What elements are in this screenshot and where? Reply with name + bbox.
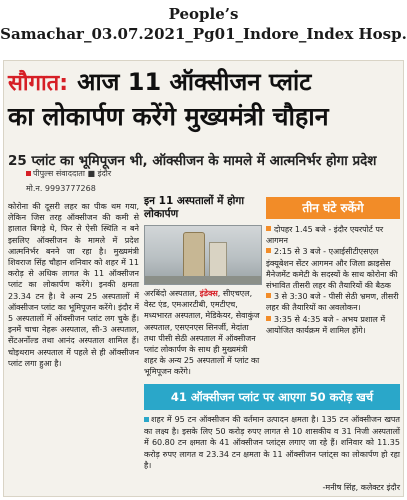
clipping-caption: People’s Samachar_03.07.2021_Pg01_Indore_Index Hosp. bbox=[0, 5, 407, 43]
byline-text: पीपुल्स संवाददाता ■ इंदौर bbox=[33, 169, 112, 178]
schedule-item-text: 3 से 3:30 बजे - पीसी सेठी भ्रमण, तीसरी लहर की तैयारियों का अवलोकन। bbox=[266, 292, 399, 313]
headline-line-2: का लोकार्पण करेंगे मुख्यमंत्री चौहान bbox=[8, 102, 329, 131]
schedule-item bbox=[266, 246, 400, 291]
newspaper-clipping bbox=[3, 60, 404, 497]
headline-kicker: सौगात bbox=[8, 71, 60, 96]
bullet-icon bbox=[266, 293, 271, 298]
bullet-icon bbox=[266, 316, 271, 321]
schedule-list bbox=[266, 224, 400, 336]
bullet-icon bbox=[266, 226, 271, 231]
collector-signoff: -मनीष सिंह, कलेक्टर इंदौर bbox=[322, 483, 400, 492]
schedule-box-title: तीन घंटे रुकेंगे bbox=[266, 197, 400, 219]
hospitals-list bbox=[144, 288, 262, 378]
schedule-item-text: 2:15 से 3 बजे - एआईसीटीएसएल इंक्यूबेशन सेंटर आगमन और जिला क्राइसेस मैनेजमेंट कमेटी के सदस्यों के साथ कोरोना की संभावित तीसरी लहर की तैयारियों की बैठक bbox=[266, 247, 398, 291]
headline-line-1: आज 11 ऑक्सीजन प्लांट bbox=[77, 68, 312, 96]
schedule-item bbox=[266, 314, 400, 336]
schedule-item-text: दोपहर 1.45 बजे - इंदौर एयरपोर्ट पर आगमन bbox=[266, 225, 384, 246]
reporter-phone: मो.न. 9993777268 bbox=[26, 184, 96, 193]
hospitals-title: इन 11 अस्पतालों में होगा लोकार्पण bbox=[144, 195, 245, 220]
headline bbox=[8, 65, 400, 132]
byline-bullet-icon bbox=[26, 171, 31, 176]
cost-band-title: 41 ऑक्सीजन प्लांट पर आएगा 50 करोड़ खर्च bbox=[144, 384, 400, 410]
oxygen-plant-photo bbox=[144, 225, 262, 285]
kicker-colon: : bbox=[59, 71, 69, 96]
schedule-item bbox=[266, 291, 400, 313]
subheadline: 25 प्लांट का भूमिपूजन भी, ऑक्सीजन के मामले में आत्मनिर्भर होगा प्रदेश bbox=[8, 153, 377, 169]
byline bbox=[26, 168, 111, 179]
schedule-item-text: 3:35 से 4:35 बजे - अभय प्रशाल में आयोजित कार्यक्रम में शामिल होंगे। bbox=[266, 314, 386, 335]
article-body-left: कोरोना की दूसरी लहर का पीक थम गया, लेकिन जिस तरह ऑक्सीजन की कमी से हालात बिगड़े थे, फिर से ऐसी स्थिति न बने इसलिए ऑक्सीजन के मामले में प्रदेश आत्मनिर्भर बनने जा रहा है। मुख्यमंत्री शिवराज सिंह चौहान शनिवार को शहर में 11 करोड़ से अधिक लागत के 11 ऑक्सीजन प्लांट का लोकार्पण करेंगे। इनकी क्षमता 23.34 टन है। वे अन्य 25 अस्पतालों में ऑक्सीजन प्लांट का भूमिपूजन करेंगे। इंदौर में 5 अस्पतालों में ऑक्सीजन प्लांट लग चुके हैं। इनमें चाचा नेहरू अस्पताल, सी-3 अस्पताल, सेंटअर्नोल्ड तथा आनंद अस्पताल शामिल हैं। चोइथराम अस्पताल में पहले से ही ऑक्सीजन प्लांट लगा हुआ है। bbox=[8, 202, 139, 368]
cost-band-body bbox=[144, 414, 400, 472]
bullet-icon bbox=[266, 248, 271, 253]
hospitals-list-part-2: , सीएचएल, वेस्ट एंड, एमआरटीबी, एमटीएच, मध्यभारत अस्पताल, मेडिकेयर, सेवाकुंज अस्पताल, एसएनएस सिनर्जी, मेदांता तथा पीसी सेठी अस्पताल में ऑक्सीजन प्लांट लोकार्पण के साथ ही मुख्यमंत्री शहर के अन्य 25 अस्पतालों में प्लांट का भूमिपूजन करेंगे। bbox=[144, 289, 260, 377]
hospital-highlight: इंडेक्स bbox=[199, 289, 218, 298]
cost-band-text: शहर में 95 टन ऑक्सीजन की वर्तमान उत्पादन क्षमता है। 135 टन ऑक्सीजन खपत का लक्ष्य है। इसके लिए 50 करोड़ रुपए लागत से 10 शासकीय व 31 निजी अस्पतालों में 60.80 टन क्षमता के 41 ऑक्सीजन प्लांट्स लगाए जा रहे हैं। शनिवार को 11.35 करोड़ रुपए लागत व 23.34 टन क्षमता के 11 ऑक्सीजन प्लांट्स का लोकार्पण हो रहा है। bbox=[144, 415, 400, 470]
hospitals-list-part-1: अरबिंदो अस्पताल, bbox=[144, 289, 200, 298]
band-bullet-icon bbox=[144, 417, 149, 422]
ground-shape bbox=[145, 276, 261, 284]
schedule-item bbox=[266, 224, 400, 246]
